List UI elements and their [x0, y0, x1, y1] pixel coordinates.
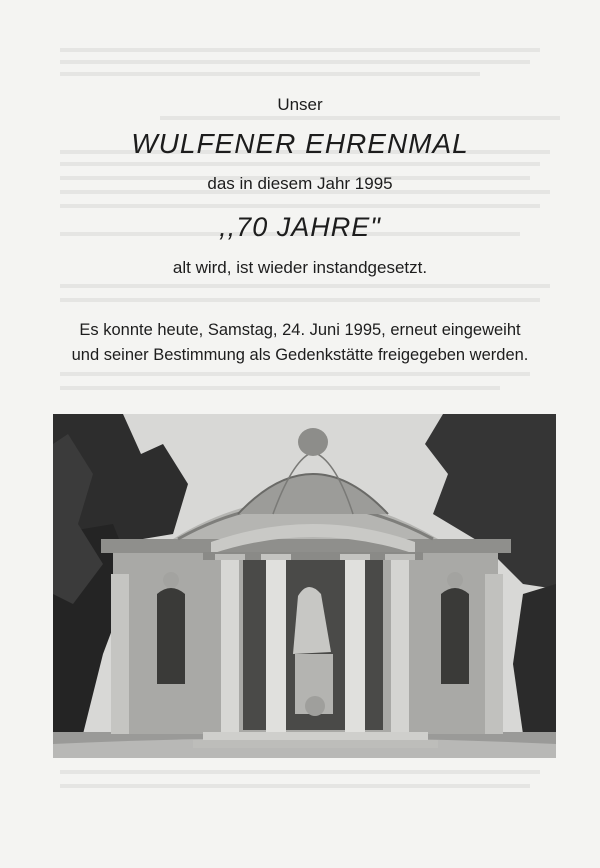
- memorial-title: WULFENER EHRENMAL: [131, 128, 469, 159]
- restored-line: alt wird, ist wieder instandgesetzt.: [172, 258, 428, 277]
- anniversary-heading: ,,70 JAHRE": [219, 212, 381, 242]
- year-subtitle: das in diesem Jahr 1995: [207, 174, 393, 193]
- memorial-illustration: [53, 414, 556, 758]
- paragraph-line-2: und seiner Bestimmung als Gedenkstätte freigegeben werden.: [71, 346, 529, 364]
- intro-text: Unser: [277, 95, 323, 114]
- paragraph-line-1: Es konnte heute, Samstag, 24. Juni 1995, erneut eingeweiht: [79, 321, 521, 339]
- memorial-photo: [53, 414, 556, 758]
